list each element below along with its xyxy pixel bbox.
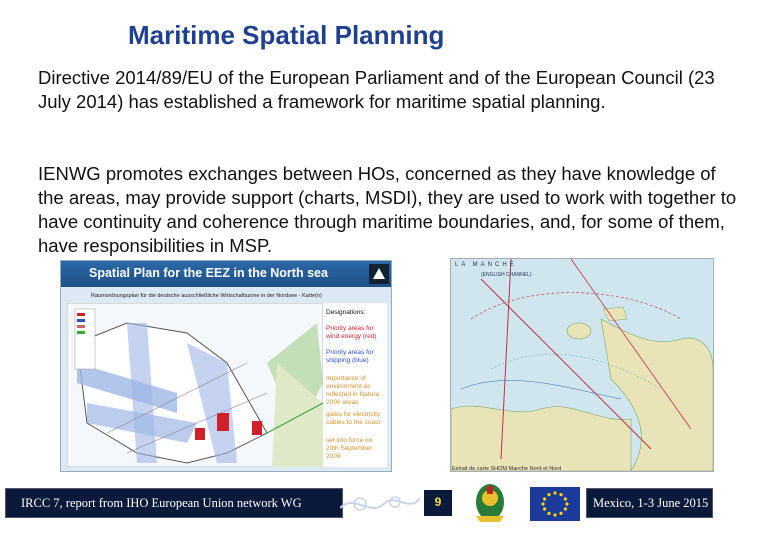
english-channel-label: (ENGLISH CHANNEL)	[481, 272, 532, 278]
footer-event-box	[5, 488, 343, 518]
footer-date-box	[586, 488, 713, 518]
footer-event-text: IRCC 7, report from IHO European Union network WG	[21, 496, 302, 510]
legend-panel	[323, 303, 387, 467]
la-manche-chart-image	[450, 258, 714, 472]
bsh-logo-icon	[369, 264, 389, 284]
north-sea-spatial-plan-image	[60, 260, 392, 472]
eez-map-graphic	[67, 303, 323, 467]
channel-chart-graphic	[451, 259, 713, 471]
slide-title: Maritime Spatial Planning	[128, 20, 445, 50]
legend-in-force: set into force on 20th September 2009	[326, 437, 373, 460]
legend-wind-energy: Priority areas for wind energy (red)	[326, 325, 377, 340]
page-number-box	[424, 490, 452, 516]
legend-cables: gates for electricity cables to the coast	[326, 411, 381, 426]
spatial-plan-title: Spatial Plan for the EEZ in the North sea	[89, 266, 328, 280]
iho-emblem-icon	[470, 480, 510, 524]
la-manche-label: LA MANCHE	[455, 262, 517, 268]
legend-title: Designations:	[326, 309, 366, 316]
spatial-plan-header	[61, 261, 391, 287]
footer-date-text: Mexico, 1-3 June 2015	[593, 496, 709, 510]
directive-paragraph: Directive 2014/89/EU of the European Parliament and of the European Council (23 July 2014) has established a framework for maritime spatial planning.	[38, 67, 715, 112]
legend-natura: Importance of environment as reflected in Natura 2000 areas	[326, 375, 380, 406]
eu-flag-icon	[530, 487, 580, 521]
ienwg-paragraph: IENWG promotes exchanges between HOs, concerned as they have knowledge of the areas, may provide support (charts, MSDI), they are used to work with together to have continuity and coherence through maritime boundaries, and, for some of them, have responsibilities in MSP.	[38, 163, 737, 256]
chart-caption: Extrait de carte SHOM Manche Nord et Nord	[452, 466, 562, 472]
spatial-plan-subheader: Raumordnungsplan für die deutsche ausschließliche Wirtschaftszone in der Nordsee - Karte(n)	[91, 293, 322, 299]
wave-decoration-icon	[340, 488, 420, 518]
legend-shipping: Priority areas for shipping (blue)	[326, 349, 374, 364]
page-number: 9	[434, 495, 442, 509]
